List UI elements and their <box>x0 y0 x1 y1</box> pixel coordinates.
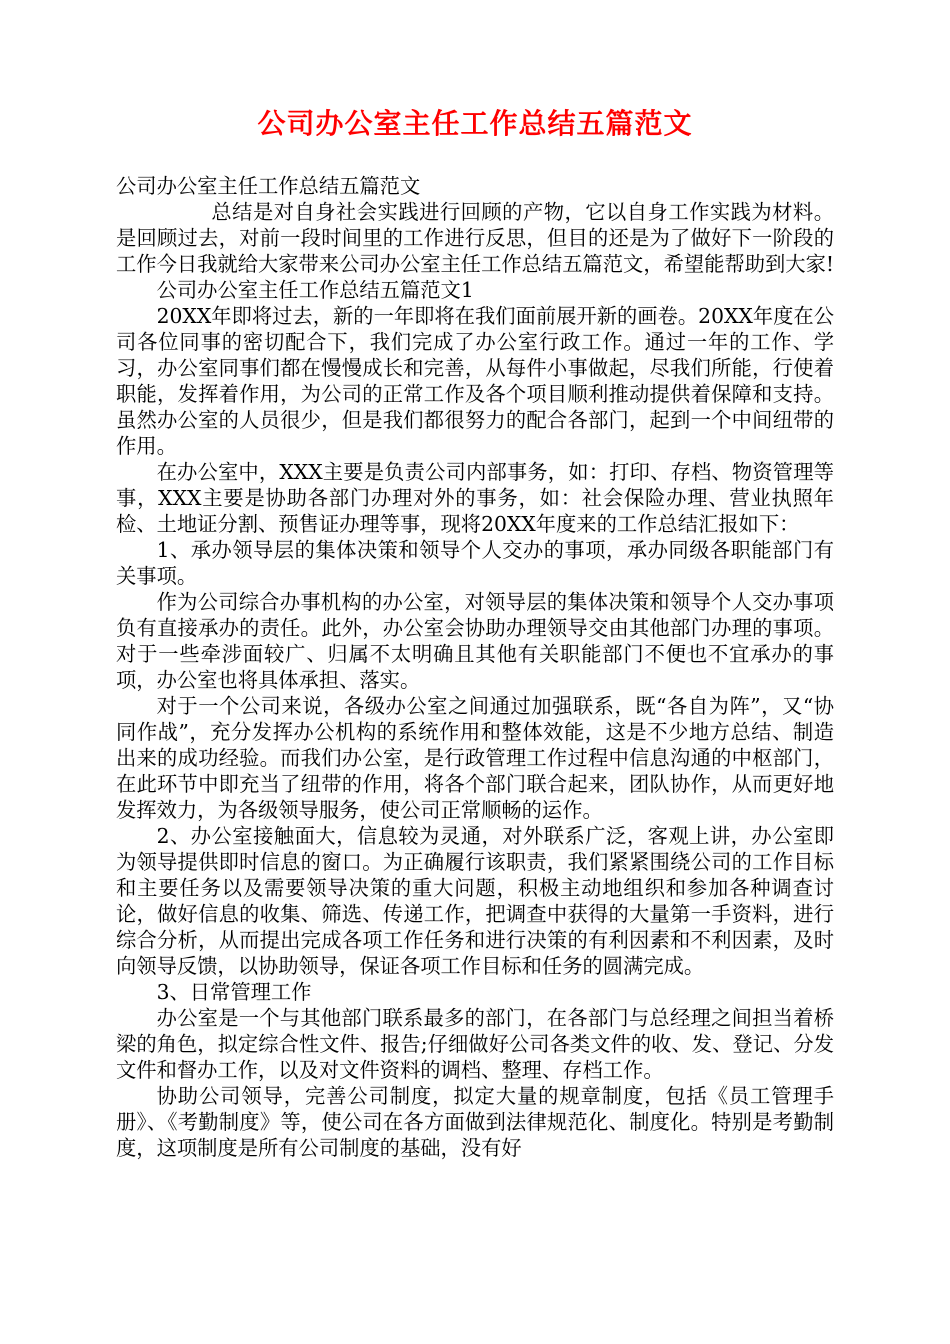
document-body <box>116 173 834 1161</box>
paragraph: 在办公室中，XXX主要是负责公司内部事务，如：打印、存档、物资管理等事，XXX主要是协助各部门办理对外的事务，如：社会保险办理、营业执照年检、土地证分割、预售证办理等事，现将20XX年度来的工作总结汇报如下： <box>116 460 834 536</box>
paragraph: 对于一个公司来说，各级办公室之间通过加强联系，既“各自为阵”，又“协同作战”，充分发挥办公机构的系统作用和整体效能，这是不少地方总结、制造出来的成功经验。而我们办公室，是行政管理工作过程中信息沟通的中枢部门，在此环节中即充当了纽带的作用，将各个部门联合起来，团队协作，从而更好地发挥效力，为各级领导服务，使公司正常顺畅的运作。 <box>116 694 834 822</box>
paragraph-intro: 总结是对自身社会实践进行回顾的产物，它以自身工作实践为材料。是回顾过去，对前一段时间里的工作进行反思，但目的还是为了做好下一阶段的工作今日我就给大家带来公司办公室主任工作总结五篇范文，希望能帮助到大家! <box>116 200 834 276</box>
paragraph-section-title: 公司办公室主任工作总结五篇范文1 <box>156 278 474 302</box>
paragraph-item-1: 1、承办领导层的集体决策和领导个人交办的事项，承办同级各职能部门有关事项。 <box>116 538 834 588</box>
document-title: 公司办公室主任工作总结五篇范文 <box>257 107 693 140</box>
paragraph: 办公室是一个与其他部门联系最多的部门，在各部门与总经理之间担当着桥梁的角色，拟定综合性文件、报告;仔细做好公司各类文件的收、发、登记、分发文件和督办工作，以及对文件资料的调档、整理、存档工作。 <box>116 1006 834 1082</box>
paragraph-item-3: 3、日常管理工作 <box>156 980 312 1004</box>
paragraph: 20XX年即将过去，新的一年即将在我们面前展开新的画卷。20XX年度在公司各位同事的密切配合下，我们完成了办公室行政工作。通过一年的工作、学习，办公室同事们都在慢慢成长和完善，从每件小事做起，尽我们所能，行使着职能，发挥着作用，为公司的正常工作及各个项目顺利推动提供着保障和支持。虽然办公室的人员很少，但是我们都很努力的配合各部门，起到一个中间纽带的作用。 <box>116 304 834 458</box>
paragraph: 作为公司综合办事机构的办公室，对领导层的集体决策和领导个人交办事项负有直接承办的责任。此外，办公室会协助办理领导交由其他部门办理的事项。对于一些牵涉面较广、归属不太明确且其他有关职能部门不便也不宜承办的事项，办公室也将具体承担、落实。 <box>116 590 834 692</box>
paragraph-heading: 公司办公室主任工作总结五篇范文 <box>116 174 421 198</box>
paragraph-item-2: 2、办公室接触面大，信息较为灵通，对外联系广泛，客观上讲，办公室即为领导提供即时信息的窗口。为正确履行该职责，我们紧紧围绕公司的工作目标和主要任务以及需要领导决策的重大问题，积极主动地组织和参加各种调查讨论，做好信息的收集、筛选、传递工作，把调查中获得的大量第一手资料，进行综合分析，从而提出完成各项工作任务和进行决策的有利因素和不利因素，及时向领导反馈，以协助领导，保证各项工作目标和任务的圆满完成。 <box>116 824 834 978</box>
paragraph: 协助公司领导，完善公司制度，拟定大量的规章制度，包括《员工管理手册》、《考勤制度》等，使公司在各方面做到法律规范化、制度化。特别是考勤制度，这项制度是所有公司制度的基础，没有好 <box>116 1084 834 1160</box>
